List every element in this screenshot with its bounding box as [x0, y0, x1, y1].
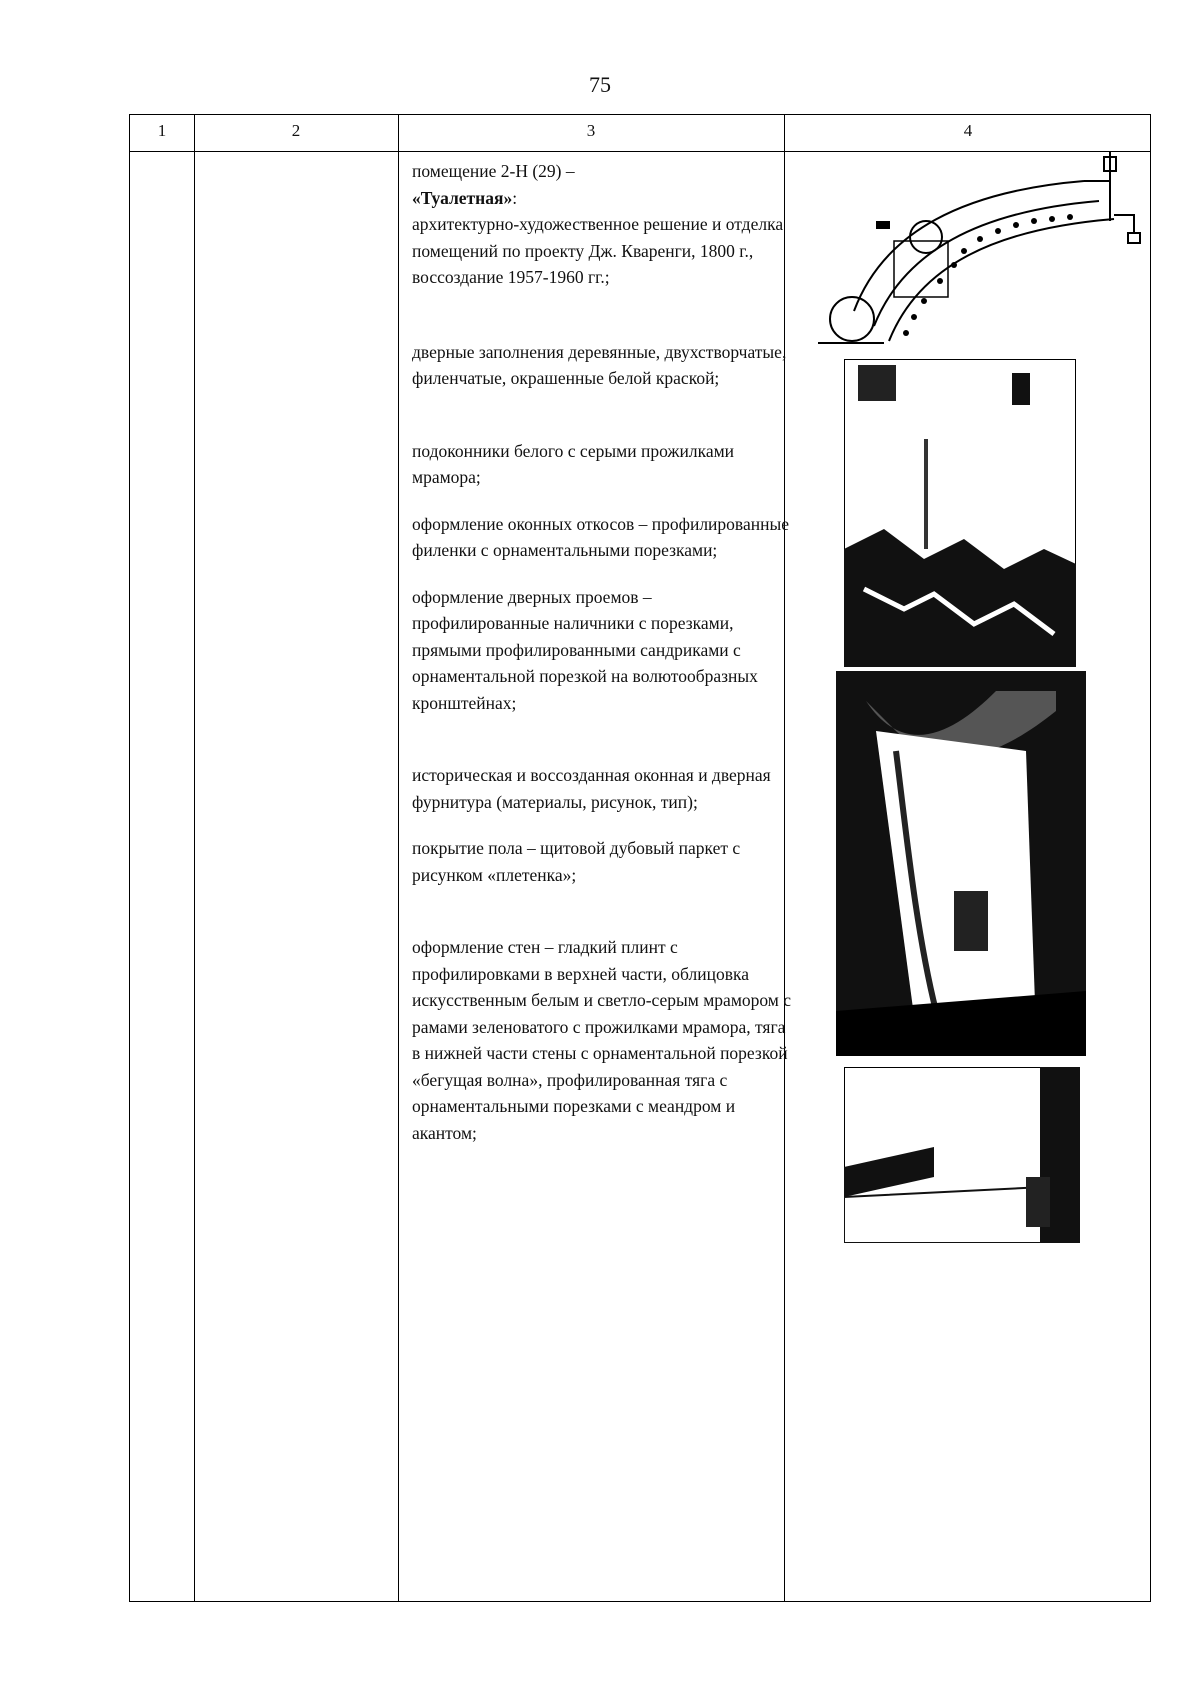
page-number: 75 [589, 72, 611, 97]
item-walls: оформление стен – гладкий плинт с профилировками в верхней части, облицовка искусственным белым и светло-серым мрамором с рамами зеленоватого с прожилками мрамора, тяга в нижней части стены с орнаментальной порезкой «бегущая волна», профилированная тяга с орнаментальными порезками с меандром и акантом; [412, 937, 792, 1143]
room-title: «Туалетная» [412, 187, 513, 208]
interior-photo-doors [844, 359, 1076, 667]
item-floor: покрытие пола – щитовой дубовый паркет с рисунком «плетенка»; [412, 838, 741, 885]
room-description: архитектурно-художественное решение и отделка помещений по проекту Дж. Кваренги, 1800 г., воссоздание 1957-1960 гг.; [412, 214, 784, 287]
room-title-suffix: : [512, 187, 518, 208]
column-divider [194, 115, 195, 1601]
interior-photo-curtains [836, 671, 1086, 1056]
room-title-line [412, 185, 792, 212]
column-header-1: 1 [157, 121, 167, 140]
floor-plan-image [814, 141, 1142, 353]
column-header-4: 4 [963, 121, 973, 140]
item-window-slopes: оформление оконных откосов – профилированные филенки с орнаментальными порезками; [412, 513, 789, 560]
interior-photo-wall [844, 1067, 1080, 1243]
description-column [412, 158, 792, 1146]
column-header-2: 2 [291, 121, 301, 140]
item-hardware: историческая и воссозданная оконная и дверная фурнитура (материалы, рисунок, тип); [412, 765, 771, 812]
room-intro: помещение 2-Н (29) – [412, 161, 575, 181]
column-header-3: 3 [586, 121, 596, 140]
item-door-openings: оформление дверных проемов – профилированные наличники с порезками, прямыми профилированными сандриками с орнаментальной порезкой на волютообразных кронштейнах; [412, 586, 758, 713]
item-doors: дверные заполнения деревянные, двухстворчатые, филенчатые, окрашенные белой краской; [412, 341, 787, 388]
column-divider [398, 115, 399, 1601]
item-windowsills: подоконники белого с серыми прожилками мрамора; [412, 440, 735, 487]
document-table [129, 114, 1151, 1602]
